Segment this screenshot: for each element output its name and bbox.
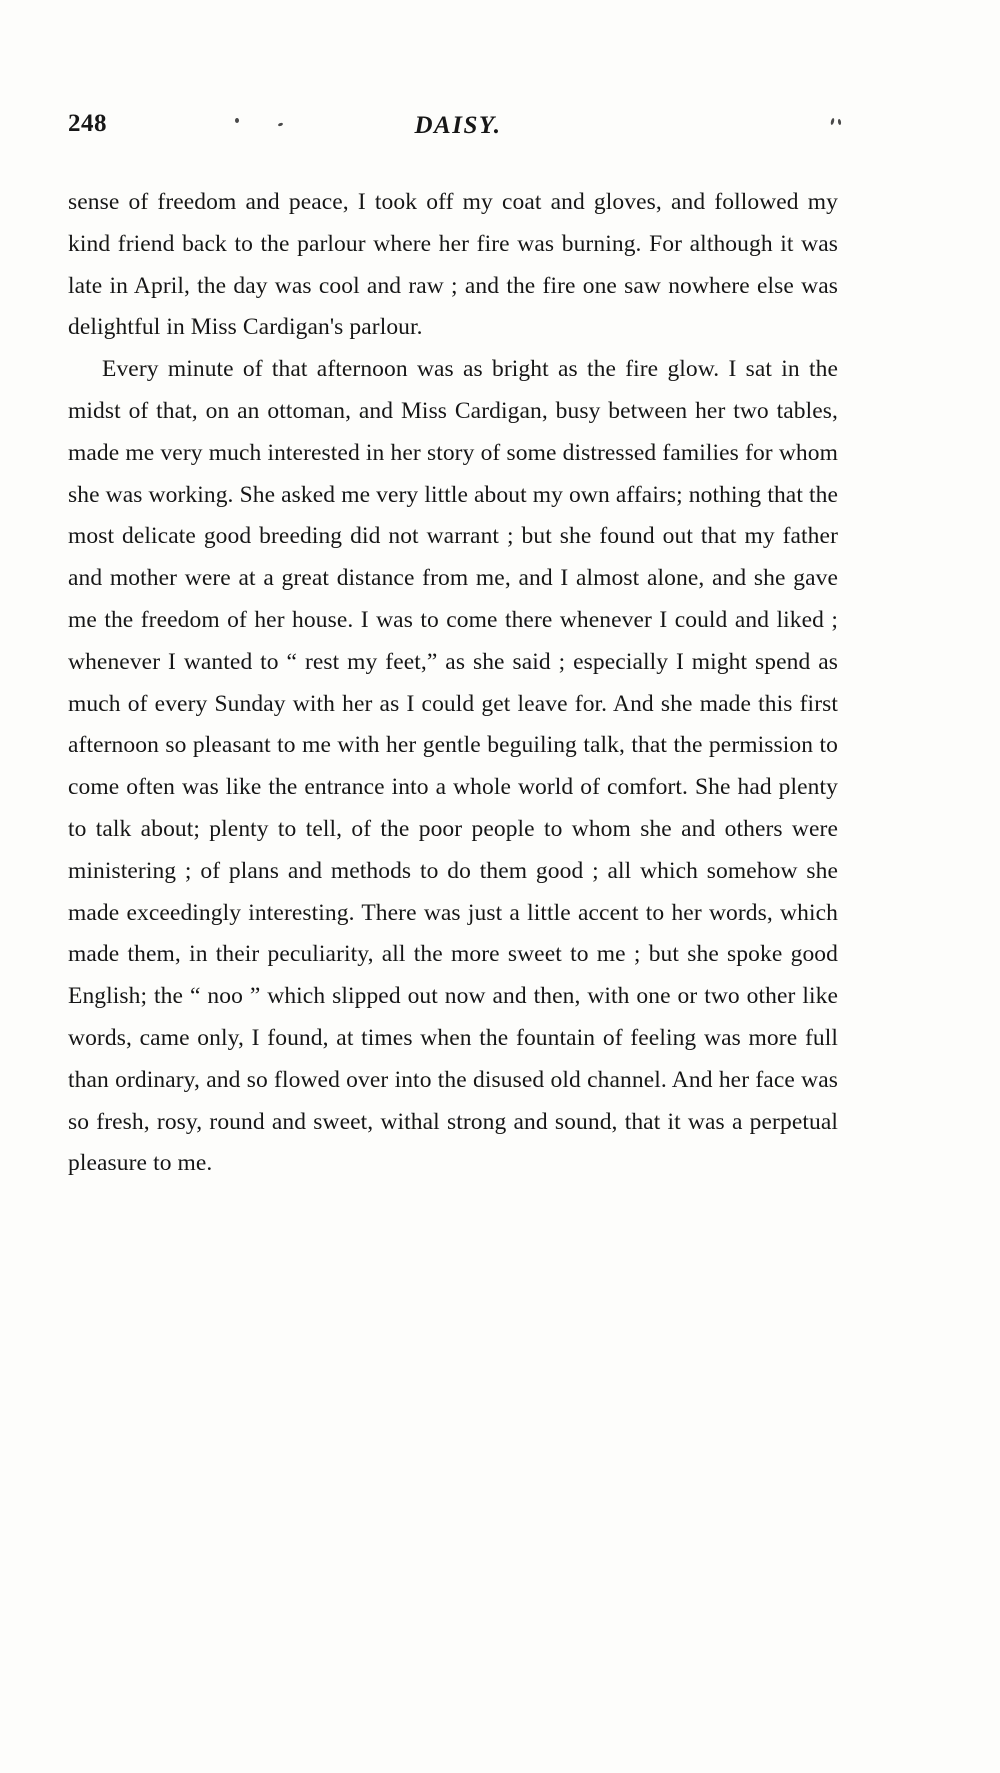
page-number: 248 — [68, 110, 107, 137]
running-title: DAISY. — [414, 112, 502, 139]
page-header — [68, 110, 848, 150]
ink-speck-icon — [235, 118, 239, 123]
paragraph: sense of freedom and peace, I took off my coat and gloves, and followed my kind friend back to the parlour where her fire was burning. For although it was late in April, the day was cool and raw ; and the fire one saw nowhere else was delightful in Miss Cardigan's parlour. — [68, 189, 838, 341]
body-text — [68, 182, 838, 1185]
paragraph: Every minute of that afternoon was as bright as the fire glow. I sat in the midst of that, on an ottoman, and Miss Cardigan, busy between her two tables, made me very much interested in her story of some distressed families for whom she was working. She asked me very little about my own affairs; nothing that the most delicate good breeding did not warrant ; but she found out that my father and mother were at a great distance from me, and I almost alone, and she gave me the freedom of her house. I was to come there whenever I could and liked ; whenever I wanted to “ rest my feet,” as she said ; especially I might spend as much of every Sunday with her as I could get leave for. And she made this first afternoon so pleasant to me with her gentle beguiling talk, that the permission to come often was like the entrance into a whole world of comfort. She had plenty to talk about; plenty to tell, of the poor people to whom she and others were ministering ; of plans and methods to do them good ; all which somehow she made exceedingly interesting. There was just a little accent to her words, which made them, in their peculiarity, all the more sweet to me ; but she spoke good English; the “ noo ” which slipped out now and then, with one or two other like words, came only, I found, at times when the fountain of feeling was more full than ordinary, and so flowed over into the disused old channel. And her face was so fresh, rosy, round and sweet, withal strong and sound, that it was a perpetual pleasure to me. — [68, 356, 838, 1177]
